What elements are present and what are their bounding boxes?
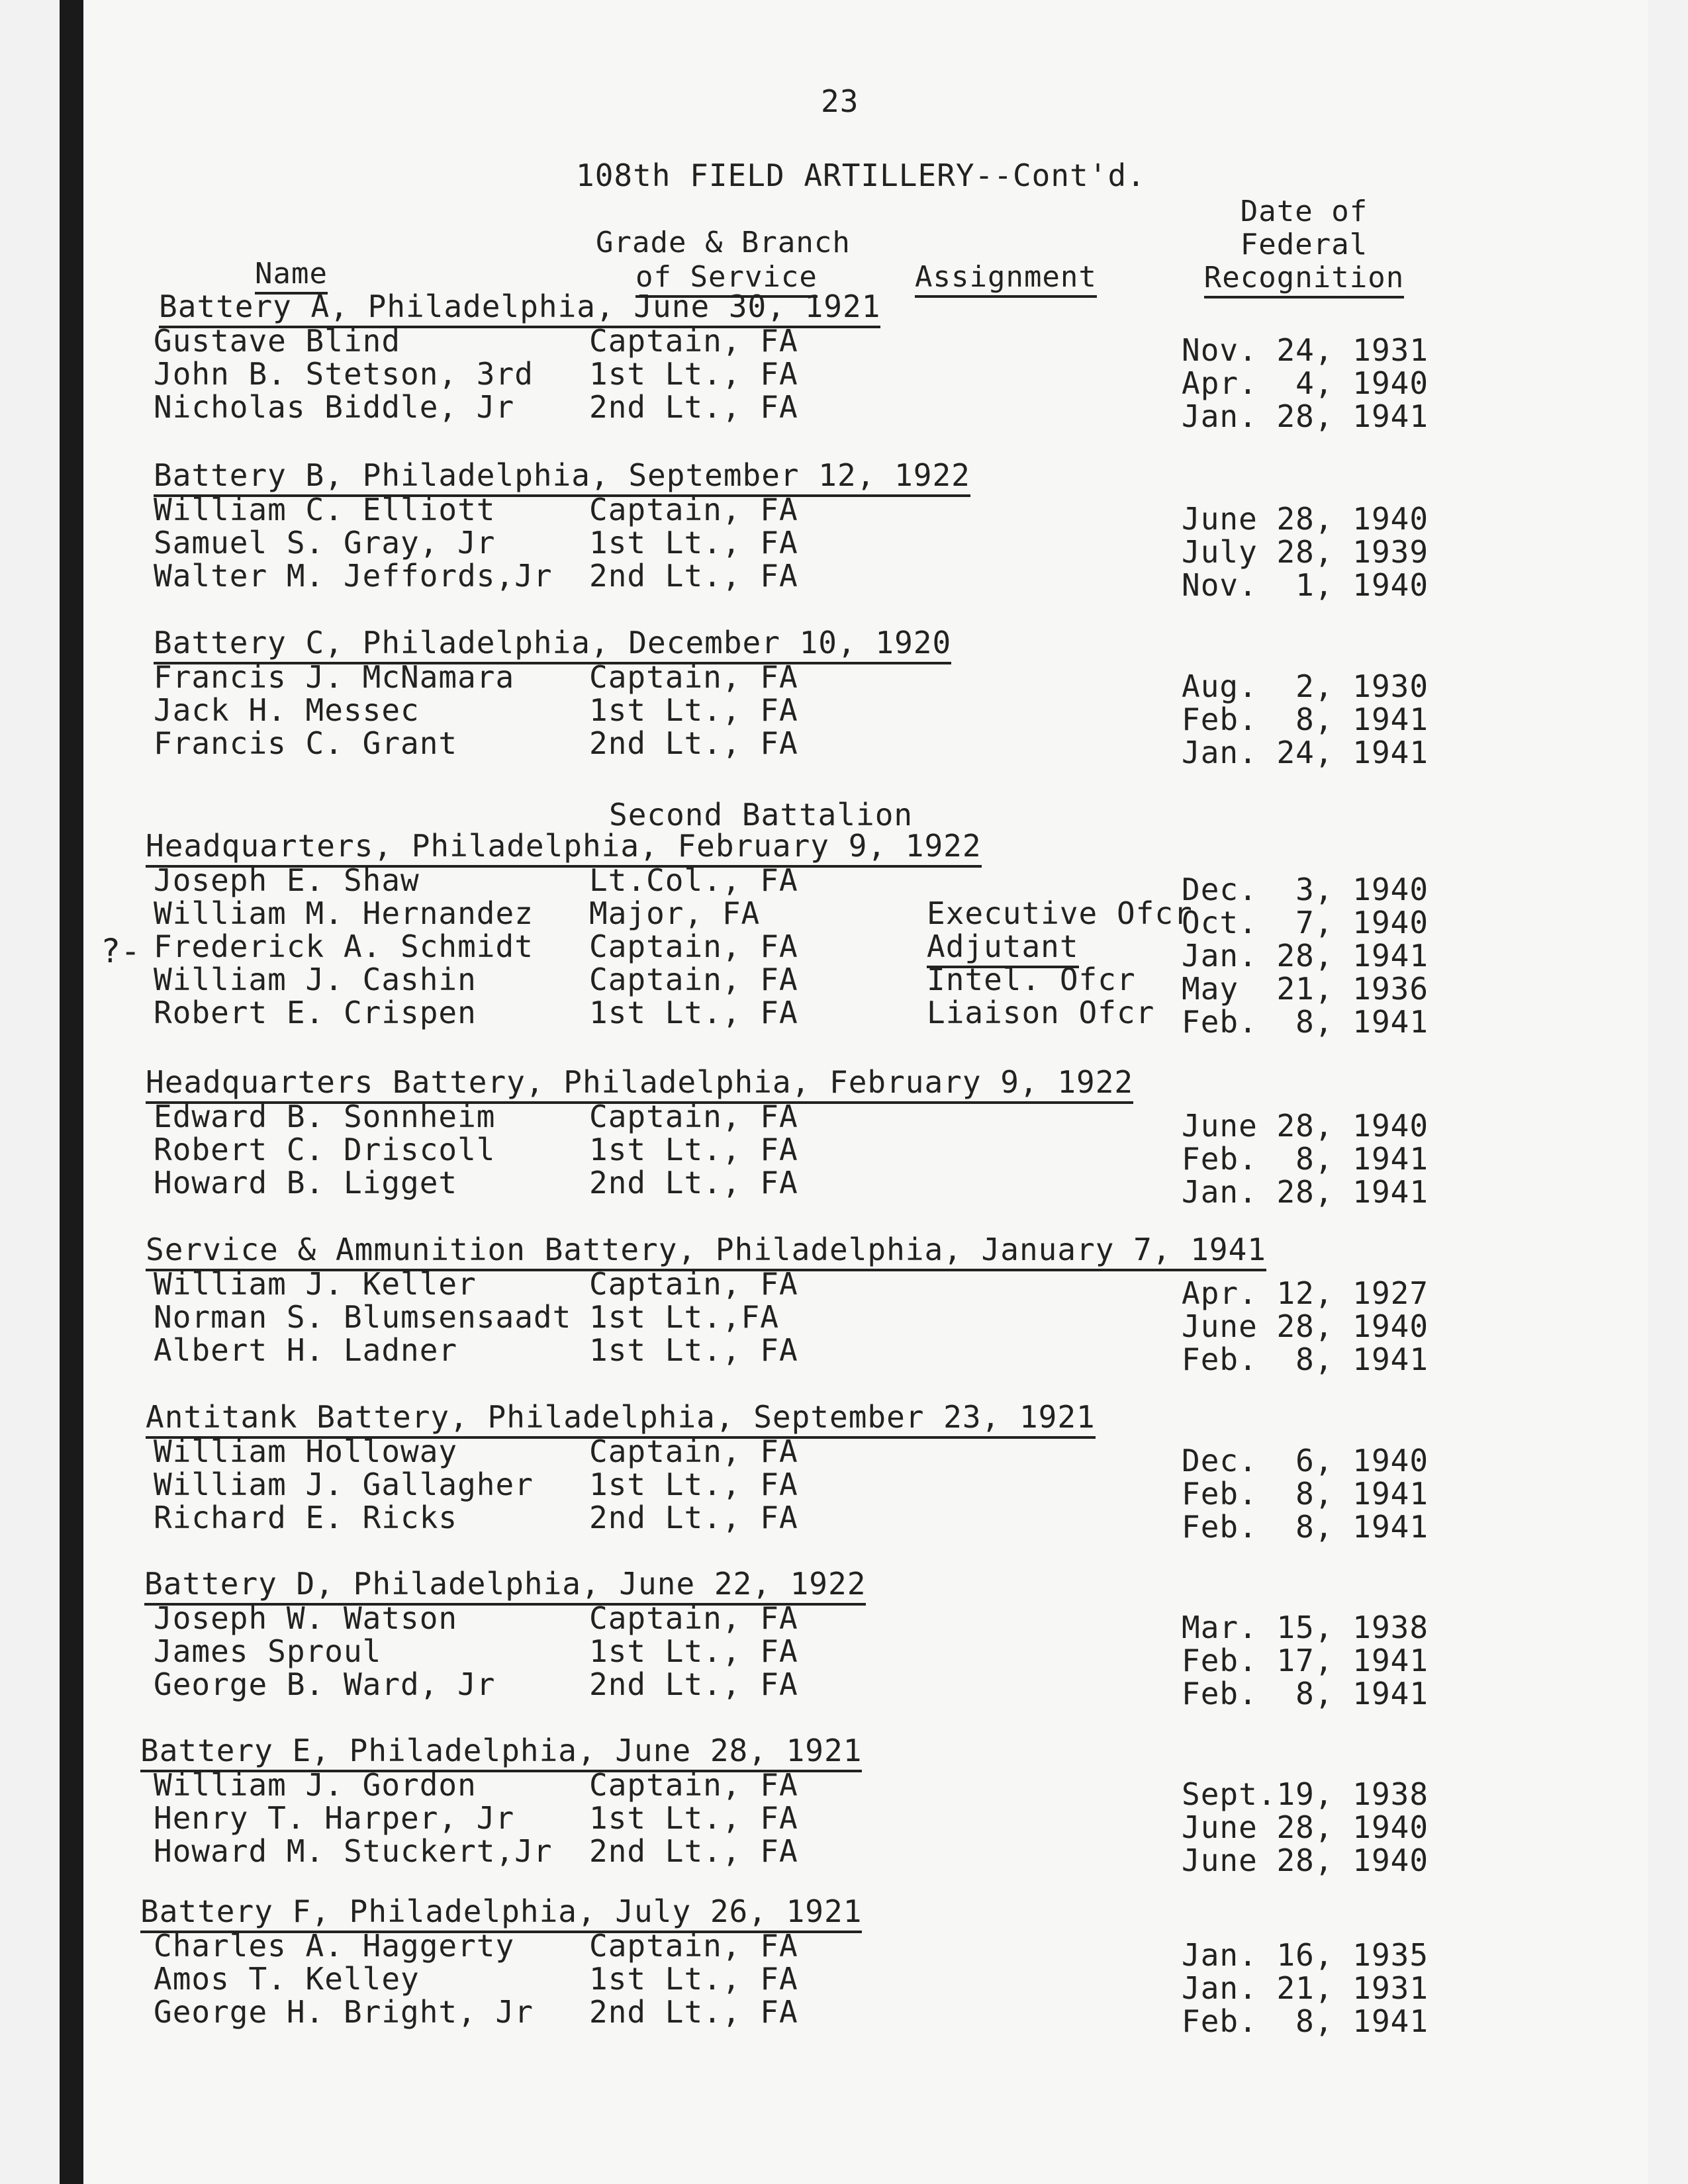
section-title: Battery B, Philadelphia, September 12, 1922 [154,460,970,490]
scan-edge [60,0,83,2184]
row-name: Edward B. Sonnheim [154,1099,496,1134]
row-grade: Captain, FA [589,1099,798,1134]
row-grade: 2nd Lt., FA [589,1994,798,2030]
row-date: Feb. 17, 1941 [1182,1643,1429,1678]
row-grade: 2nd Lt., FA [589,558,798,594]
row-name: Joseph W. Watson [154,1600,458,1636]
row-date: Mar. 15, 1938 [1182,1610,1429,1645]
row-name: Henry T. Harper, Jr [154,1800,515,1836]
battalion-heading: Second Battalion [609,797,914,833]
row-date: Jan. 28, 1941 [1182,398,1429,434]
row-date: Feb. 8, 1941 [1182,2003,1429,2039]
row-name: William C. Elliott [154,492,496,527]
row-grade: Captain, FA [589,1767,798,1803]
row-assignment: Adjutant [927,931,1079,962]
header-grade-line2: of Service [635,263,818,292]
row-grade: 1st Lt.,FA [589,1299,779,1335]
header-date-line3: Recognition [1192,263,1417,293]
section-title: Headquarters Battery, Philadelphia, February 9, 1922 [146,1067,1133,1097]
row-date: Aug. 2, 1930 [1182,668,1429,704]
row-name: Francis J. McNamara [154,659,515,695]
page-number: 23 [821,83,859,119]
row-name: Gustave Blind [154,323,401,359]
row-name: Nicholas Biddle, Jr [154,389,515,425]
row-date: Dec. 3, 1940 [1182,872,1429,907]
row-grade: Captain, FA [589,323,798,359]
row-name: William Holloway [154,1433,458,1469]
header-assignment: Assignment [915,263,1097,292]
row-name: Charles A. Haggerty [154,1928,515,1964]
row-date: June 28, 1940 [1182,1809,1429,1845]
row-date: Nov. 24, 1931 [1182,332,1429,368]
row-grade: Captain, FA [589,1600,798,1636]
row-name: George H. Bright, Jr [154,1994,534,2030]
row-grade: Captain, FA [589,492,798,527]
row-date: Nov. 1, 1940 [1182,567,1429,603]
row-grade: Captain, FA [589,929,798,964]
section-title: Service & Ammunition Battery, Philadelphia, January 7, 1941 [146,1234,1266,1265]
row-date: June 28, 1940 [1182,501,1429,537]
row-date: June 28, 1940 [1182,1843,1429,1878]
row-date: Apr. 12, 1927 [1182,1275,1429,1311]
row-name: John B. Stetson, 3rd [154,356,534,392]
row-grade: Captain, FA [589,659,798,695]
row-name: James Sproul [154,1633,382,1669]
margin-note: ?- [101,932,141,970]
row-date: Jan. 21, 1931 [1182,1970,1429,2006]
row-grade: Lt.Col., FA [589,862,798,898]
header-grade-line1: Grade & Branch [596,226,851,259]
row-date: June 28, 1940 [1182,1308,1429,1344]
row-date: Feb. 8, 1941 [1182,1476,1429,1512]
row-grade: 1st Lt., FA [589,525,798,561]
row-grade: Major, FA [589,895,761,931]
section-title: Headquarters, Philadelphia, February 9, 1922 [146,831,982,861]
row-date: Feb. 8, 1941 [1182,1004,1429,1040]
section-title: Battery C, Philadelphia, December 10, 1920 [154,627,951,658]
row-name: Richard E. Ricks [154,1500,458,1535]
row-grade: Captain, FA [589,1266,798,1302]
header-date-line1: Date of [1240,195,1368,228]
row-grade: 1st Lt., FA [589,1467,798,1502]
row-name: Howard B. Ligget [154,1165,458,1201]
row-name: Robert E. Crispen [154,995,477,1030]
section-title: Battery D, Philadelphia, June 22, 1922 [144,1569,866,1599]
row-grade: 2nd Lt., FA [589,725,798,761]
row-grade: 1st Lt., FA [589,995,798,1030]
row-grade: 1st Lt., FA [589,1961,798,1997]
row-grade: 1st Lt., FA [589,1800,798,1836]
row-date: July 28, 1939 [1182,534,1429,570]
row-grade: 2nd Lt., FA [589,1666,798,1702]
row-name: Frederick A. Schmidt [154,929,534,964]
row-name: Norman S. Blumsensaadt [154,1299,572,1335]
row-name: Albert H. Ladner [154,1332,458,1368]
row-grade: Captain, FA [589,1433,798,1469]
row-date: Apr. 4, 1940 [1182,365,1429,401]
row-date: Feb. 8, 1941 [1182,1676,1429,1711]
row-date: Feb. 8, 1941 [1182,1509,1429,1545]
row-name: Amos T. Kelley [154,1961,420,1997]
row-grade: 1st Lt., FA [589,1633,798,1669]
row-date: Oct. 7, 1940 [1182,905,1429,940]
section-title: Battery A, Philadelphia, June 30, 1921 [159,291,880,322]
row-name: Robert C. Driscoll [154,1132,496,1167]
row-grade: 2nd Lt., FA [589,1165,798,1201]
row-name: Joseph E. Shaw [154,862,420,898]
header-date-line2: Federal [1240,228,1368,261]
row-grade: Captain, FA [589,1928,798,1964]
row-assignment: Intel. Ofcr [927,962,1136,997]
row-grade: Captain, FA [589,962,798,997]
section-title: Battery E, Philadelphia, June 28, 1921 [140,1735,862,1766]
row-name: William J. Cashin [154,962,477,997]
row-grade: 1st Lt., FA [589,1132,798,1167]
row-name: Jack H. Messec [154,692,420,728]
row-date: Feb. 8, 1941 [1182,702,1429,737]
row-grade: 2nd Lt., FA [589,1833,798,1869]
row-name: George B. Ward, Jr [154,1666,496,1702]
row-assignment: Executive Ofcr [927,895,1193,931]
section-title: Battery F, Philadelphia, July 26, 1921 [140,1896,862,1927]
row-date: Jan. 16, 1935 [1182,1937,1429,1973]
row-name: William J. Keller [154,1266,477,1302]
row-name: William J. Gordon [154,1767,477,1803]
row-name: Samuel S. Gray, Jr [154,525,496,561]
header-name: Name [255,259,328,289]
row-grade: 2nd Lt., FA [589,1500,798,1535]
row-grade: 2nd Lt., FA [589,389,798,425]
row-grade: 1st Lt., FA [589,356,798,392]
row-name: William M. Hernandez [154,895,534,931]
page-title: 108th FIELD ARTILLERY--Cont'd. [576,158,1146,193]
row-date: Feb. 8, 1941 [1182,1342,1429,1377]
row-date: Jan. 28, 1941 [1182,938,1429,974]
row-date: June 28, 1940 [1182,1108,1429,1144]
row-name: Walter M. Jeffords,Jr [154,558,553,594]
row-date: Dec. 6, 1940 [1182,1443,1429,1479]
row-date: May 21, 1936 [1182,971,1429,1007]
row-name: Howard M. Stuckert,Jr [154,1833,553,1869]
row-name: Francis C. Grant [154,725,458,761]
row-date: Sept.19, 1938 [1182,1776,1429,1812]
row-name: William J. Gallagher [154,1467,534,1502]
row-grade: 1st Lt., FA [589,692,798,728]
row-assignment: Liaison Ofcr [927,995,1155,1030]
row-date: Feb. 8, 1941 [1182,1141,1429,1177]
row-date: Jan. 28, 1941 [1182,1174,1429,1210]
section-title: Antitank Battery, Philadelphia, September 23, 1921 [146,1402,1096,1432]
row-date: Jan. 24, 1941 [1182,735,1429,770]
row-grade: 1st Lt., FA [589,1332,798,1368]
